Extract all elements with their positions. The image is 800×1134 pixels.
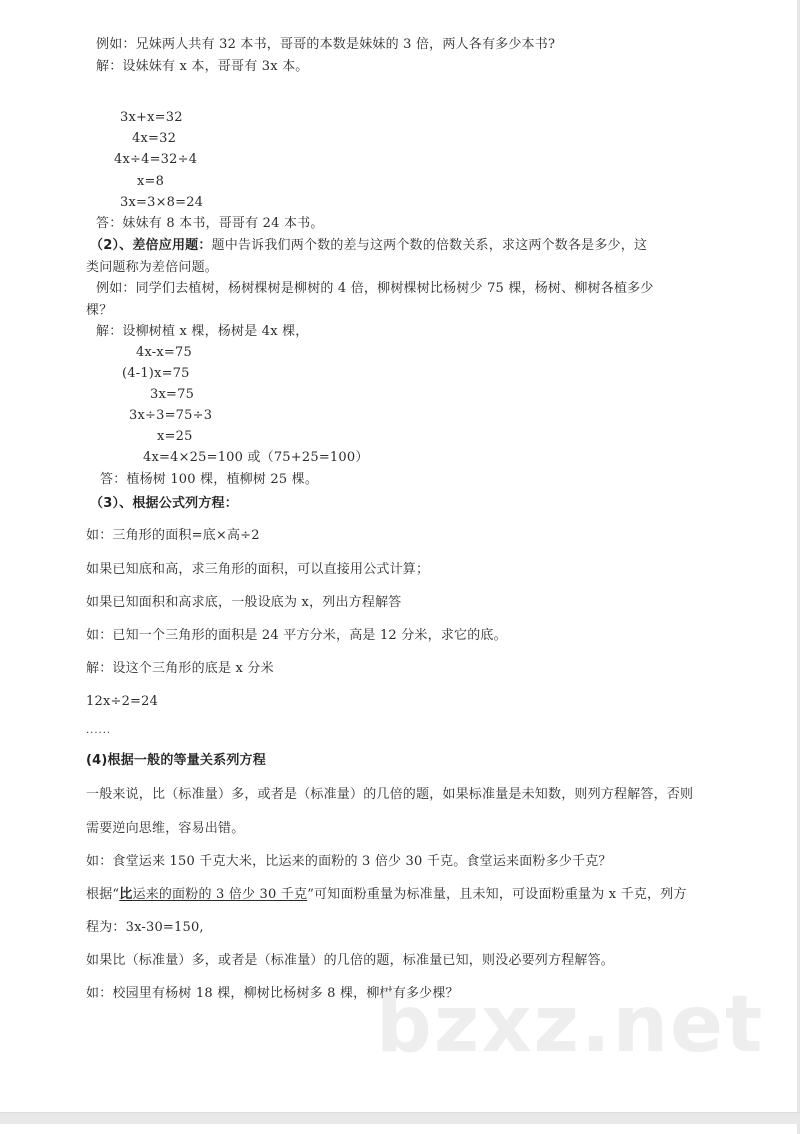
section-heading: (4)根据一般的等量关系列方程 (86, 753, 266, 768)
text-line: 解：设这个三角形的底是 x 分米 (86, 661, 274, 676)
example-diff-multiple: 例如：同学们去植树，杨树棵树是柳树的 4 倍，柳树棵树比杨树少 75 棵，杨树、柳树各植多少 (96, 281, 654, 296)
section-heading: （3）、根据公式列方程： (90, 496, 238, 511)
equation-line: 程为：3x-30=150, (86, 920, 204, 935)
equation-step: 4x-x=75 (136, 345, 192, 360)
solution-intro: 解：设妹妹有 x 本，哥哥有 3x 本。 (96, 59, 309, 74)
equation-step: x=8 (137, 174, 165, 189)
text-line: 如：已知一个三角形的面积是 24 平方分米，高是 12 分米，求它的底。 (86, 628, 507, 643)
reasoning-quote-bold: 比 (119, 887, 133, 902)
text-line: 一般来说，比（标准量）多，或者是（标准量）的几倍的题，如果标准量是未知数，则列方程解答，否则 (86, 787, 694, 802)
answer: 答：妹妹有 8 本书，哥哥有 24 本书。 (96, 216, 324, 231)
example-line: 如：食堂运来 150 千克大米，比运来的面粉的 3 倍少 30 千克。食堂运来面粉多少千克？ (86, 854, 612, 869)
example-line: 如：校园里有杨树 18 棵，柳树比杨树多 8 棵，柳树有多少棵？ (86, 986, 459, 1001)
section-description-cont: 类问题称为差倍问题。 (86, 260, 219, 275)
equation-step: 3x=3×8=24 (120, 195, 204, 210)
section-description: 题中告诉我们两个数的差与这两个数的倍数关系，求这两个数各是多少，这 (211, 238, 648, 253)
section-paragraph (90, 237, 647, 255)
example-diff-multiple-cont: 棵？ (86, 303, 113, 318)
reasoning-line (86, 886, 687, 904)
text-line: 如果已知底和高，求三角形的面积，可以直接用公式计算； (86, 562, 430, 577)
reasoning-suffix: ”可知面粉重量为标准量，且未知，可设面粉重量为 x 千克，列方 (307, 887, 687, 902)
equation-step: 4x÷4=32÷4 (114, 152, 198, 167)
equation-step: 4x=4×25=100 或（75+25=100） (143, 450, 369, 465)
answer: 答：植杨树 100 棵，植柳树 25 棵。 (100, 472, 319, 487)
text-line: 需要逆向思维，容易出错。 (86, 821, 245, 836)
reasoning-prefix: 根据“ (86, 887, 120, 902)
equation-step: 3x=75 (150, 387, 195, 402)
text-line: 如果已知面积和高求底，一般设底为 x，列出方程解答 (86, 595, 402, 610)
equation-step: 4x=32 (132, 131, 177, 146)
example-sum-multiple: 例如：兄妹两人共有 32 本书，哥哥的本数是妹妹的 3 倍，两人各有多少本书? (96, 37, 556, 52)
formula-line: 如：三角形的面积=底×高÷2 (86, 528, 260, 543)
reasoning-quote: 运来的面粉的 3 倍少 30 千克 (132, 887, 308, 902)
solution-intro: 解：设柳树植 x 棵，杨树是 4x 棵， (96, 324, 309, 339)
watermark: bzxz.net (376, 980, 765, 1070)
equation-step: 3x÷3=75÷3 (129, 408, 213, 423)
equation-step: (4-1)x=75 (122, 366, 190, 381)
equation-step: 3x+x=32 (120, 110, 183, 125)
next-page-top (0, 1124, 800, 1134)
ellipsis: ...... (86, 725, 112, 736)
text-line: 如果比（标准量）多，或者是（标准量）的几倍的题，标准量已知，则没必要列方程解答。 (86, 953, 615, 968)
equation-line: 12x÷2=24 (86, 694, 159, 709)
equation-step: x=25 (157, 429, 193, 444)
section-heading: （2）、差倍应用题： (90, 238, 212, 253)
